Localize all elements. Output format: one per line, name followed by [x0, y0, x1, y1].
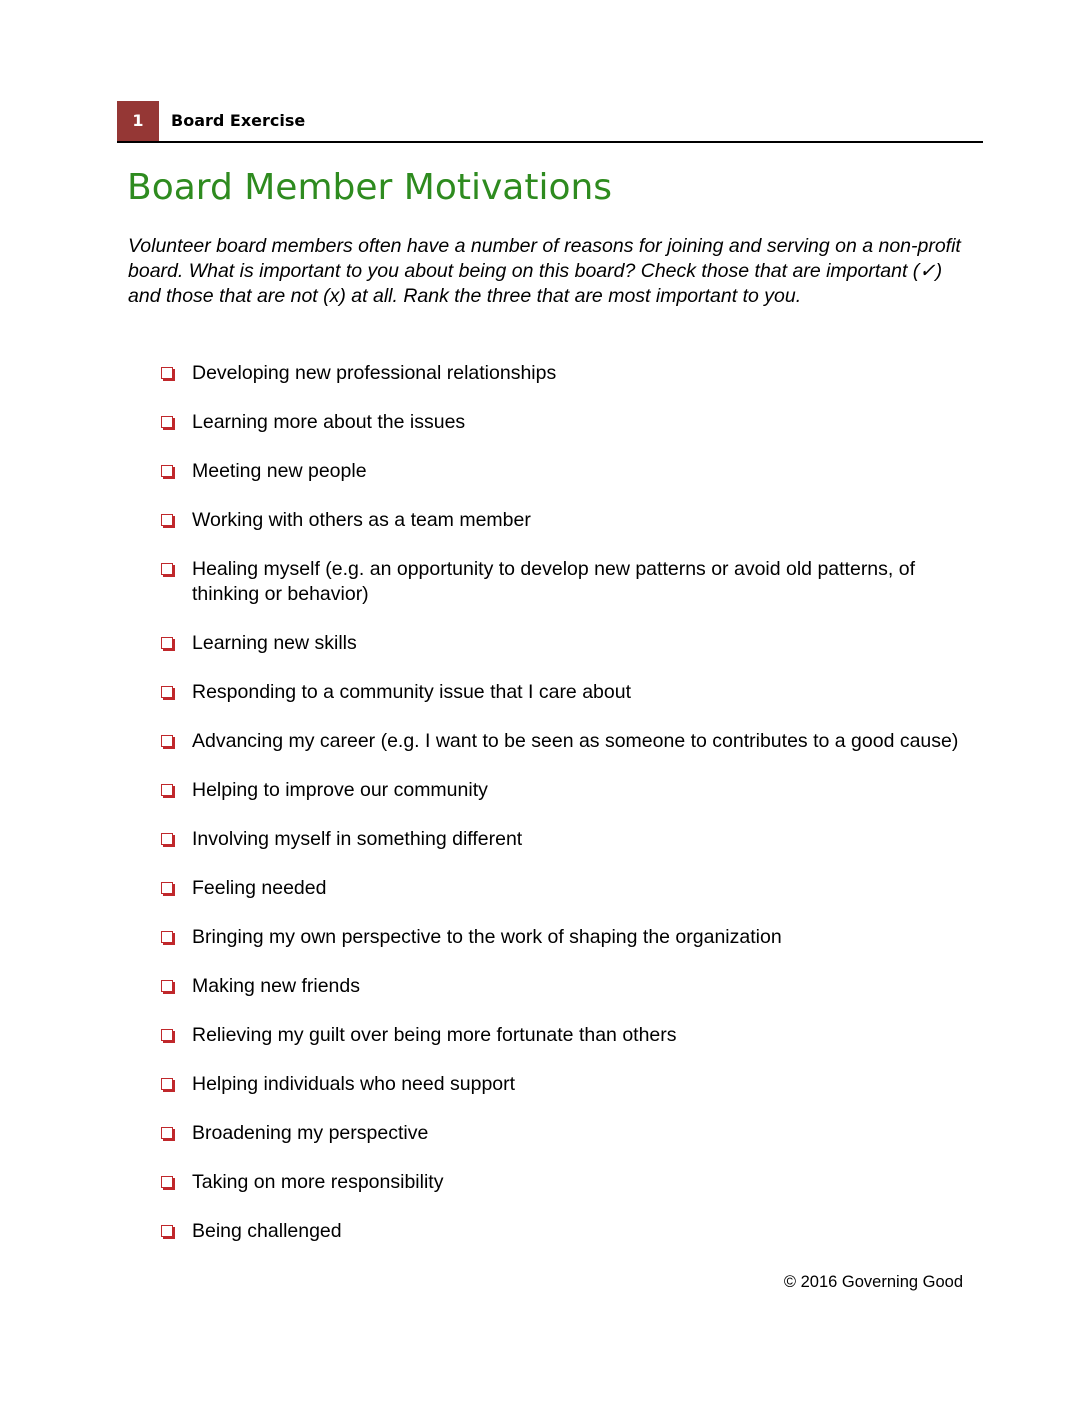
- motivation-checklist: [160, 361, 980, 1268]
- checkbox-icon[interactable]: [161, 1078, 173, 1090]
- checkbox-icon[interactable]: [161, 465, 173, 477]
- checkbox-icon[interactable]: [161, 735, 173, 747]
- checklist-item: [160, 1072, 980, 1097]
- checkbox-icon[interactable]: [161, 931, 173, 943]
- checklist-item-label: Broadening my perspective: [192, 1121, 429, 1144]
- checklist-item: [160, 729, 980, 754]
- checklist-item-label: Relieving my guilt over being more fortunate than others: [192, 1023, 677, 1046]
- checklist-item: [160, 631, 980, 656]
- copyright-footer: © 2016 Governing Good: [783, 1273, 963, 1291]
- checklist-item-label: Making new friends: [192, 974, 360, 997]
- checklist-item-label: Responding to a community issue that I care about: [192, 680, 631, 703]
- checkbox-icon[interactable]: [161, 563, 173, 575]
- checklist-item: [160, 508, 980, 533]
- checkbox-icon[interactable]: [161, 686, 173, 698]
- checkbox-icon[interactable]: [161, 833, 173, 845]
- checkbox-icon[interactable]: [161, 367, 173, 379]
- checklist-item-label: Developing new professional relationships: [192, 362, 557, 384]
- page-header: [117, 101, 983, 143]
- checkbox-icon[interactable]: [161, 637, 173, 649]
- checklist-item-label: Healing myself (e.g. an opportunity to develop new patterns or avoid old patterns, of thinking or behavior): [192, 558, 916, 605]
- checklist-item: [160, 974, 980, 999]
- checklist-item: [160, 557, 980, 606]
- checklist-item-label: Involving myself in something different: [192, 827, 523, 850]
- checklist-item-label: Helping to improve our community: [192, 778, 488, 801]
- checkbox-icon[interactable]: [161, 1176, 173, 1188]
- checkbox-icon[interactable]: [161, 1225, 173, 1237]
- document-title: Board Member Motivations: [127, 167, 613, 208]
- checklist-item: [160, 827, 980, 852]
- checklist-item: [160, 1219, 980, 1244]
- checklist-item: [160, 1170, 980, 1195]
- checklist-item-label: Advancing my career (e.g. I want to be seen as someone to contributes to a good cause): [192, 729, 959, 752]
- checklist-item: [160, 680, 980, 705]
- checkbox-icon[interactable]: [161, 1127, 173, 1139]
- checklist-item-label: Bringing my own perspective to the work of shaping the organization: [192, 925, 782, 948]
- checklist-item: [160, 876, 980, 901]
- checklist-item: [160, 410, 980, 435]
- checklist-item: [160, 1121, 980, 1146]
- header-title: Board Exercise: [171, 111, 306, 130]
- checklist-item: [160, 459, 980, 484]
- checklist-item: [160, 1023, 980, 1048]
- checklist-item-label: Meeting new people: [192, 460, 367, 482]
- checklist-item-label: Helping individuals who need support: [192, 1072, 516, 1095]
- checklist-item: [160, 361, 980, 386]
- checklist-item-label: Being challenged: [192, 1219, 342, 1242]
- checklist-item-label: Learning more about the issues: [192, 411, 466, 433]
- checkbox-icon[interactable]: [161, 882, 173, 894]
- checklist-item-label: Learning new skills: [192, 631, 357, 654]
- checkbox-icon[interactable]: [161, 514, 173, 526]
- checkbox-icon[interactable]: [161, 1029, 173, 1041]
- checklist-item-label: Taking on more responsibility: [192, 1170, 444, 1193]
- checklist-item: [160, 778, 980, 803]
- checkbox-icon[interactable]: [161, 784, 173, 796]
- checkbox-icon[interactable]: [161, 416, 173, 428]
- checklist-item-label: Working with others as a team member: [192, 509, 531, 531]
- intro-paragraph: Volunteer board members often have a number of reasons for joining and serving on a non-profit board. What is important to you about being on this board? Check those that are important (✓) and those that are not (x) at all. Rank the three that are most important to you.: [128, 235, 961, 307]
- page-number-badge: 1: [117, 101, 159, 141]
- checkbox-icon[interactable]: [161, 980, 173, 992]
- checklist-item: [160, 925, 980, 950]
- checklist-item-label: Feeling needed: [192, 876, 327, 899]
